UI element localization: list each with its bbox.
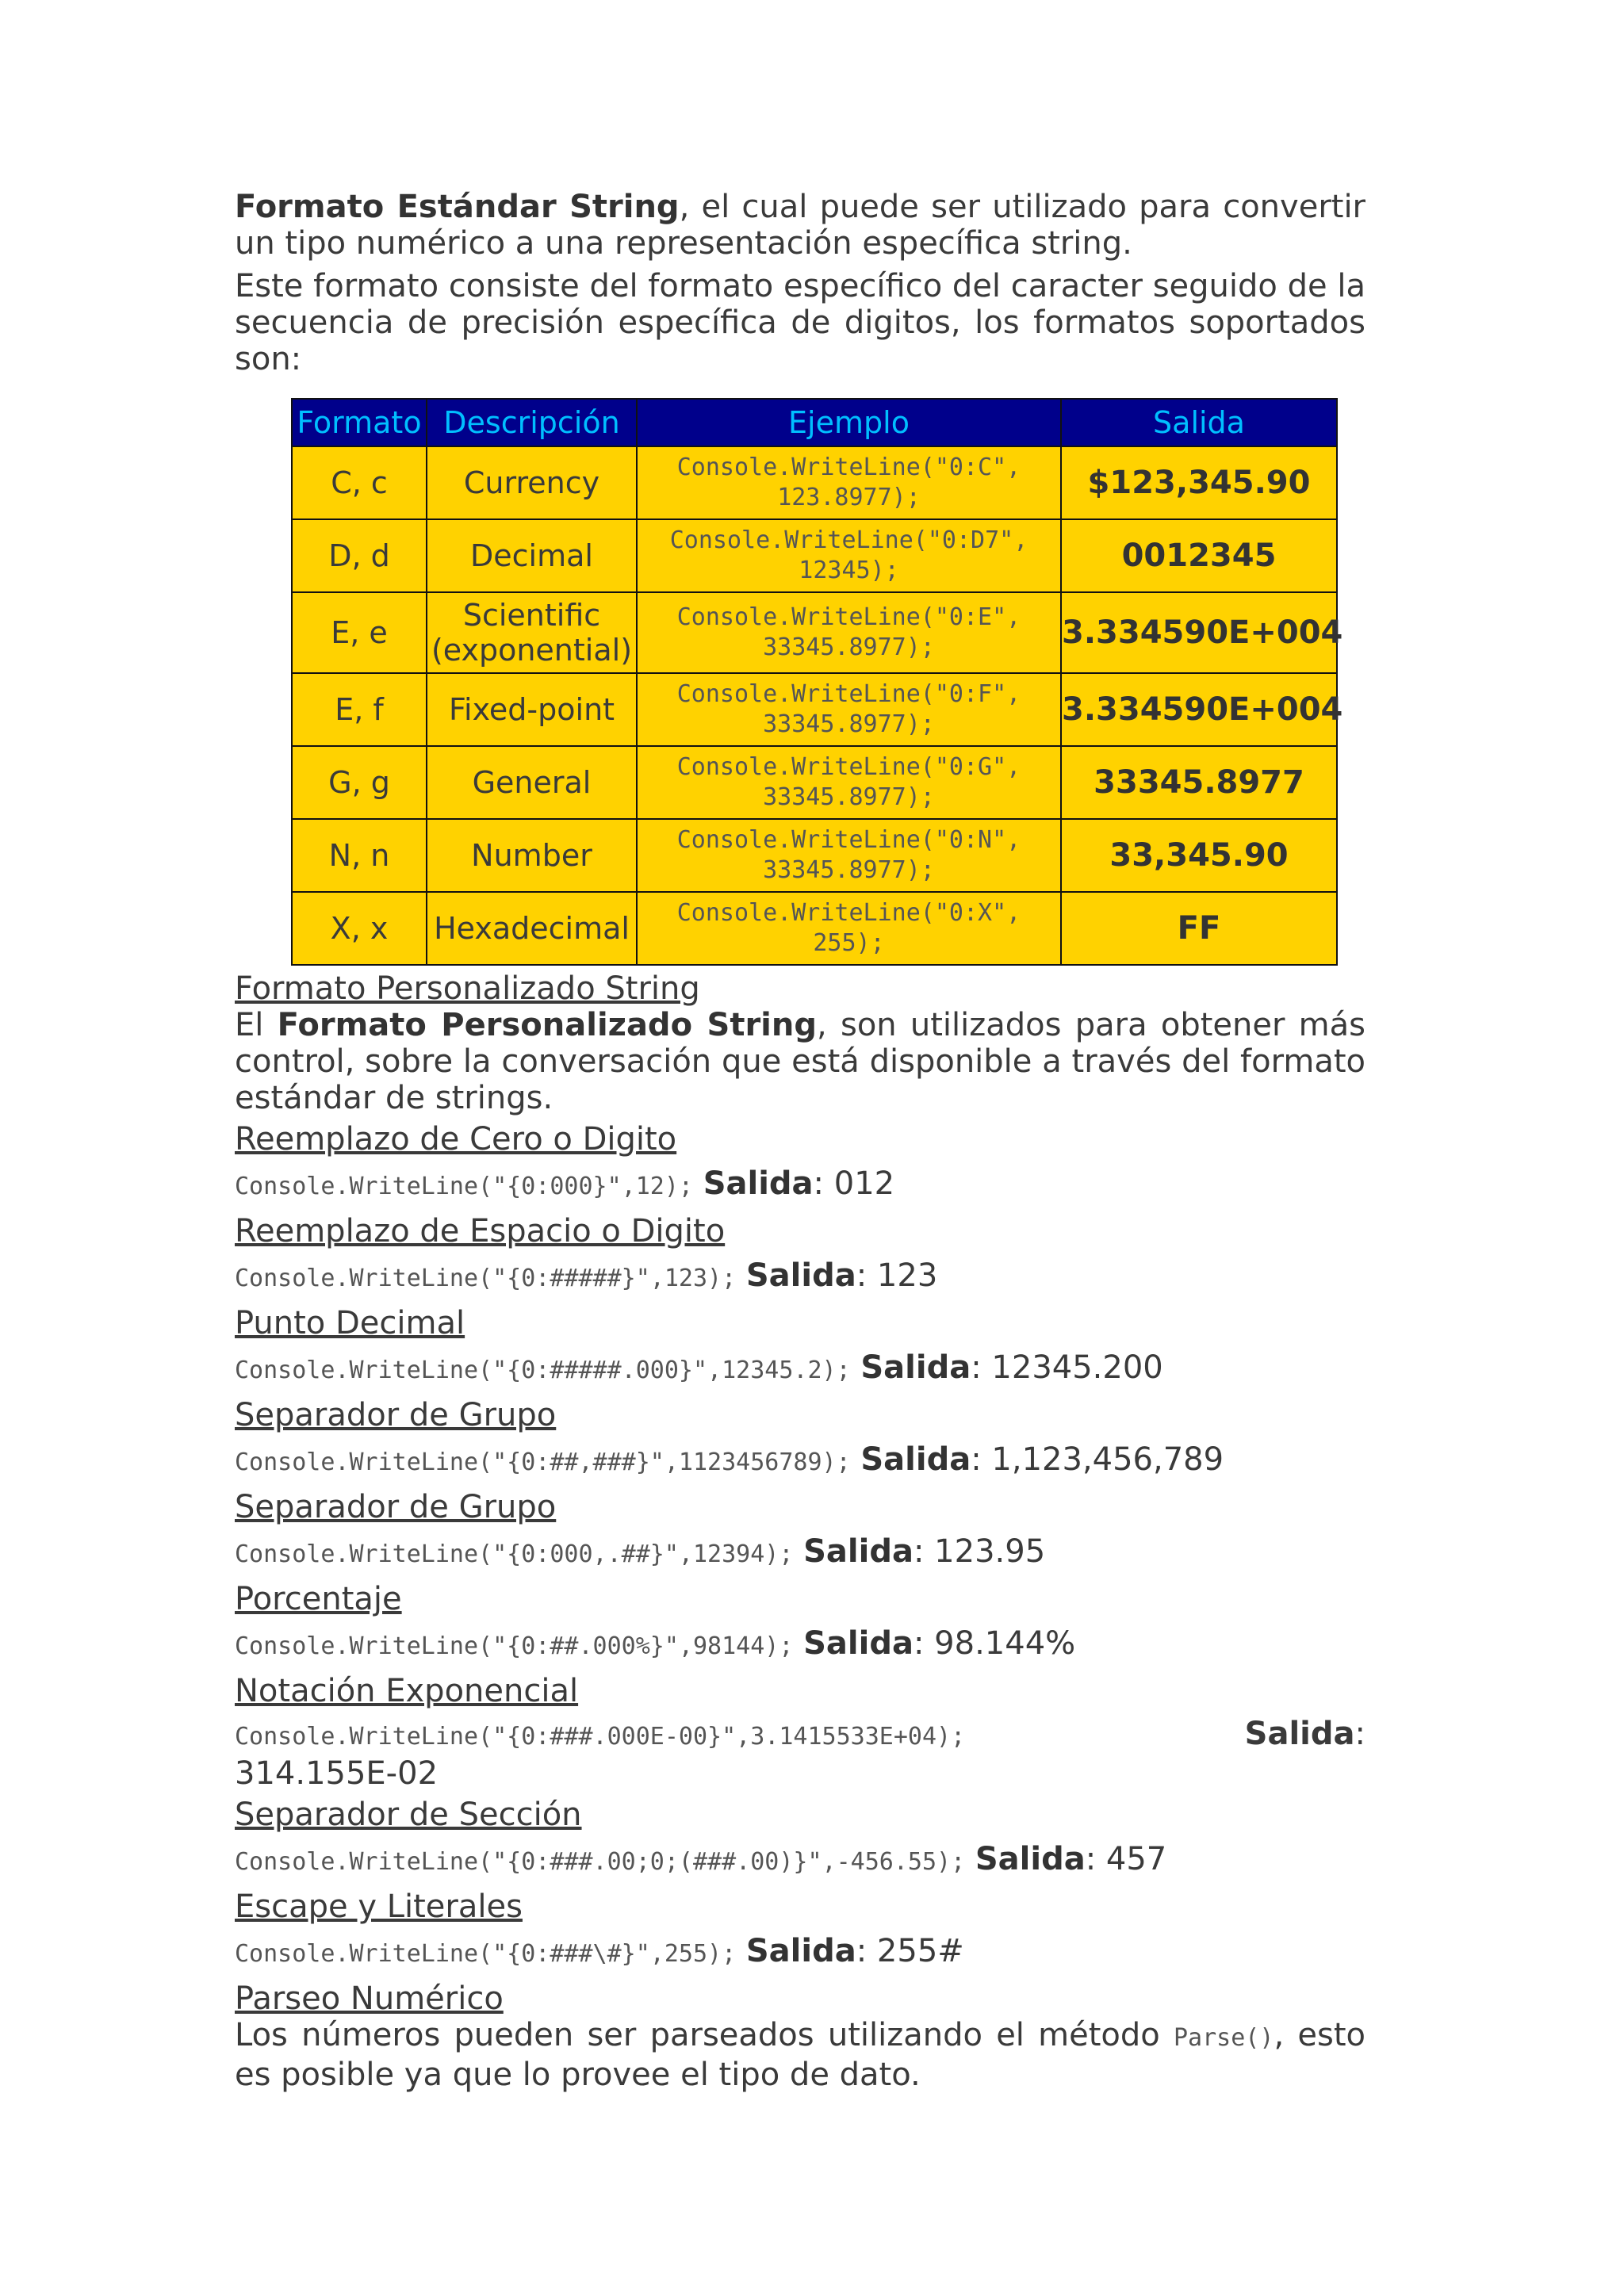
example-heading: Reemplazo de Cero o Digito <box>235 1121 677 1158</box>
custom-format-heading: Formato Personalizado String <box>235 970 700 1007</box>
example-line-2: 255); <box>813 929 885 957</box>
intro-paragraph-2: Este formato consiste del formato específico del caracter seguido de la secuencia de precisión específica de digitos, los formatos soportados son: <box>235 268 1365 377</box>
cell-description: Number <box>427 819 637 892</box>
cell-format: E, f <box>292 673 427 746</box>
example-code: Console.WriteLine("{0:###\#}",255); <box>235 1940 737 1968</box>
table-row <box>292 519 1337 592</box>
cell-format: E, e <box>292 592 427 673</box>
intro-text: , el cual puede ser utilizado para convertir un tipo numérico a una representación específica string. <box>235 189 1365 262</box>
example-line-1: Console.WriteLine("0:C", <box>676 453 1021 481</box>
cell-description: Fixed-point <box>427 673 637 746</box>
custom-text-pre: El <box>235 1007 278 1043</box>
custom-bold-term: Formato Personalizado String <box>277 1007 817 1043</box>
example-line <box>235 1931 1365 1974</box>
header-salida: Salida <box>1061 399 1337 446</box>
example-line-1: Console.WriteLine("0:X", <box>676 899 1021 927</box>
example-line <box>235 1624 1365 1667</box>
cell-output: 33345.8977 <box>1061 746 1337 819</box>
cell-output: 3.334590E+004 <box>1061 673 1337 746</box>
example-code: Console.WriteLine("{0:###.00;0;(###.00)}",-456.55); <box>235 1848 966 1876</box>
example-line-2: 33345.8977); <box>763 633 935 661</box>
document-page <box>235 189 1365 2093</box>
example-line <box>235 1440 1365 1483</box>
cell-format: X, x <box>292 892 427 965</box>
example-heading: Porcentaje <box>235 1581 402 1617</box>
cell-format: G, g <box>292 746 427 819</box>
example-code: Console.WriteLine("{0:000,.##}",12394); <box>235 1540 794 1568</box>
example-line <box>235 1839 1365 1882</box>
salida-label: Salida <box>860 1349 971 1386</box>
example-heading: Separador de Sección <box>235 1797 582 1833</box>
salida-label: Salida <box>803 1533 914 1570</box>
example-heading: Reemplazo de Espacio o Digito <box>235 1213 726 1249</box>
table-row <box>292 746 1337 819</box>
example-code: Console.WriteLine("{0:##,###}",1123456789); <box>235 1448 851 1476</box>
cell-format: C, c <box>292 446 427 519</box>
example-result: : <box>1354 1716 1365 1752</box>
description-line-2: (exponential) <box>431 633 633 668</box>
example-heading: Separador de Grupo <box>235 1489 557 1525</box>
cell-output: $123,345.90 <box>1061 446 1337 519</box>
example-result: : 457 <box>1085 1841 1167 1877</box>
example-line <box>235 1164 1365 1207</box>
example-line-2: 123.8977); <box>777 484 921 511</box>
example-result: : 1,123,456,789 <box>971 1441 1224 1478</box>
cell-output: 3.334590E+004 <box>1061 592 1337 673</box>
salida-label: Salida <box>975 1841 1086 1877</box>
example-heading: Escape y Literales <box>235 1888 523 1925</box>
parse-text-post: , esto es posible ya que lo provee el tipo de dato. <box>235 2017 1365 2093</box>
example-heading: Punto Decimal <box>235 1305 465 1341</box>
example-result-continued: 314.155E-02 <box>235 1755 439 1792</box>
cell-example <box>637 446 1061 519</box>
table-header-row <box>292 399 1337 446</box>
example-line-1: Console.WriteLine("0:F", <box>676 680 1021 708</box>
example-result: : 123 <box>856 1257 938 1294</box>
example-result: : 98.144% <box>913 1625 1076 1662</box>
example-line-2: 12345); <box>799 557 899 584</box>
example-result: : 123.95 <box>913 1533 1046 1570</box>
example-line-1: Console.WriteLine("0:D7", <box>669 526 1028 554</box>
example-line-2: 33345.8977); <box>763 856 935 884</box>
example-line <box>235 1532 1365 1575</box>
example-line-2: 33345.8977); <box>763 783 935 811</box>
intro-paragraph-1 <box>235 189 1365 262</box>
example-result: : 12345.200 <box>971 1349 1163 1386</box>
cell-description: Hexadecimal <box>427 892 637 965</box>
parse-text-pre: Los números pueden ser parseados utilizando el método <box>235 2017 1174 2053</box>
cell-description: Currency <box>427 446 637 519</box>
cell-example <box>637 746 1061 819</box>
example-code: Console.WriteLine("{0:#####.000}",12345.2); <box>235 1357 851 1384</box>
example-result: : 012 <box>813 1165 895 1202</box>
table-row <box>292 819 1337 892</box>
custom-text-rest: , son utilizados para obtener más control, sobre la conversación que está disponible a través del formato estándar de strings. <box>235 1007 1366 1116</box>
example-code: Console.WriteLine("{0:#####}",123); <box>235 1265 737 1292</box>
cell-example <box>637 673 1061 746</box>
cell-format: N, n <box>292 819 427 892</box>
cell-description <box>427 592 637 673</box>
salida-label: Salida <box>1244 1716 1355 1752</box>
cell-output: FF <box>1061 892 1337 965</box>
cell-format: D, d <box>292 519 427 592</box>
example-line <box>235 1256 1365 1299</box>
header-descripcion: Descripción <box>427 399 637 446</box>
example-line <box>235 1716 1365 1792</box>
example-heading: Separador de Grupo <box>235 1397 557 1433</box>
parse-code: Parse() <box>1174 2024 1274 2052</box>
salida-label: Salida <box>860 1441 971 1478</box>
table-row <box>292 446 1337 519</box>
intro-bold-term: Formato Estándar String <box>235 189 680 225</box>
cell-description: General <box>427 746 637 819</box>
cell-example <box>637 519 1061 592</box>
example-heading: Notación Exponencial <box>235 1673 579 1709</box>
table-row <box>292 892 1337 965</box>
example-line-1: Console.WriteLine("0:E", <box>676 603 1021 631</box>
example-line <box>235 1348 1365 1391</box>
parse-heading: Parseo Numérico <box>235 1980 504 2017</box>
example-line-2: 33345.8977); <box>763 710 935 738</box>
salida-label: Salida <box>745 1257 856 1294</box>
example-line-1: Console.WriteLine("0:G", <box>676 753 1021 781</box>
example-code: Console.WriteLine("{0:###.000E-00}",3.1415533E+04); <box>235 1723 966 1751</box>
description-line-1: Scientific <box>462 598 601 633</box>
cell-example <box>637 819 1061 892</box>
example-line-1: Console.WriteLine("0:N", <box>676 826 1021 854</box>
table-row <box>292 592 1337 673</box>
parse-paragraph <box>235 2017 1365 2093</box>
cell-example <box>637 592 1061 673</box>
cell-output: 0012345 <box>1061 519 1337 592</box>
example-code: Console.WriteLine("{0:##.000%}",98144); <box>235 1632 794 1660</box>
custom-format-paragraph <box>235 1007 1365 1116</box>
header-ejemplo: Ejemplo <box>637 399 1061 446</box>
header-formato: Formato <box>292 399 427 446</box>
example-result: : 255# <box>856 1933 964 1969</box>
cell-description: Decimal <box>427 519 637 592</box>
format-table <box>291 398 1343 966</box>
salida-label: Salida <box>703 1165 814 1202</box>
example-code: Console.WriteLine("{0:000}",12); <box>235 1173 693 1200</box>
cell-example <box>637 892 1061 965</box>
salida-label: Salida <box>745 1933 856 1969</box>
cell-output: 33,345.90 <box>1061 819 1337 892</box>
salida-label: Salida <box>803 1625 914 1662</box>
table-row <box>292 673 1337 746</box>
